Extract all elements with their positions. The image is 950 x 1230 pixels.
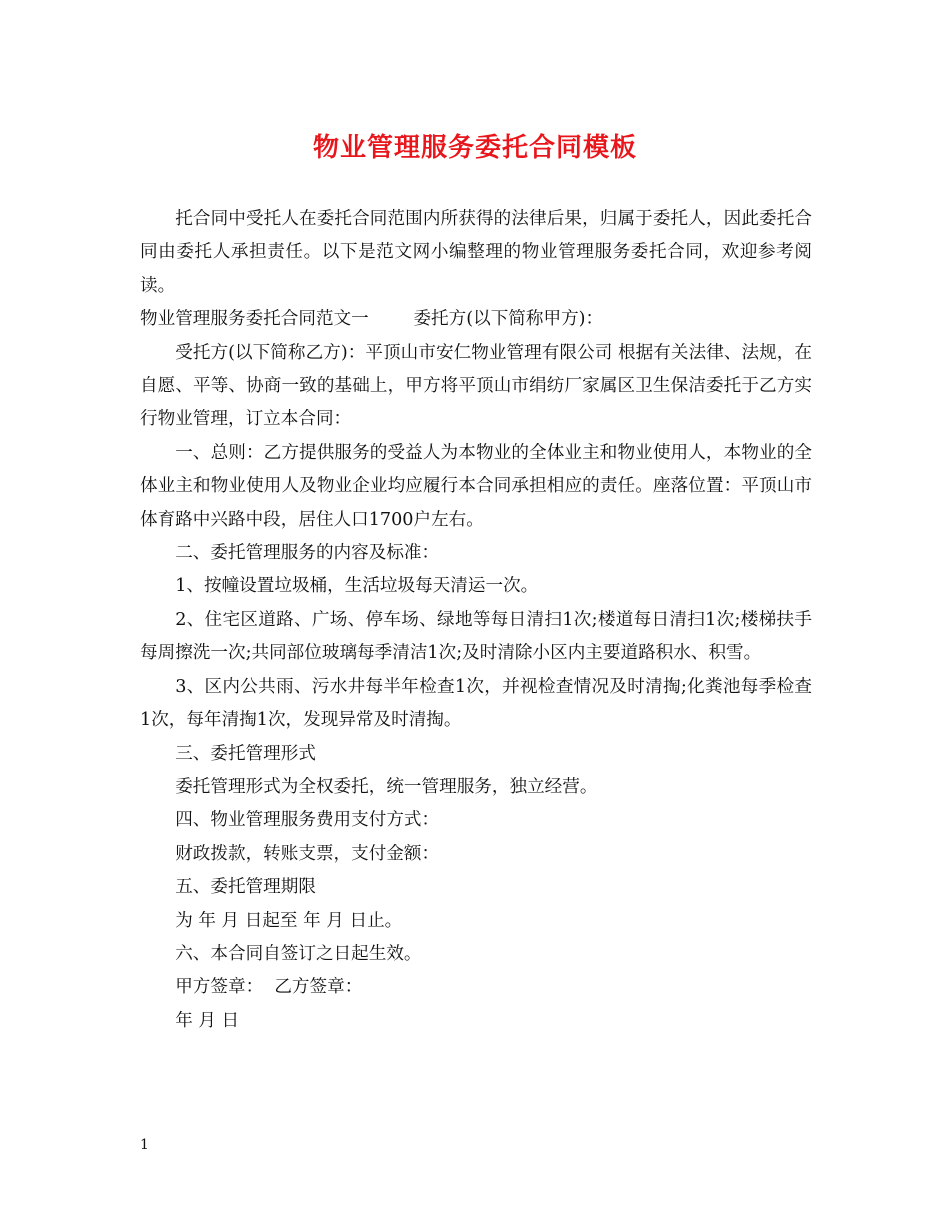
management-form-heading: 三、委托管理形式 xyxy=(175,743,316,764)
trustee-paragraph: 受托方(以下简称乙方)：平顶山市安仁物业管理有限公司 根据有关法律、法规，在自愿、平等、协商一致的基础上，甲方将平顶山市绢纺厂家属区卫生保洁委托于乙方实行物业管理，订立本合同： xyxy=(140,342,812,430)
general-clause-paragraph: 一、总则：乙方提供服务的受益人为本物业的全体业主和物业使用人，本物业的全体业主和物业使用人及物业企业均应履行本合同承担相应的责任。座落位置：平顶山市体育路中兴路中段，居住人口1700户左右。 xyxy=(140,442,812,530)
document-body xyxy=(140,203,812,1038)
document-title: 物业管理服务委托合同模板 xyxy=(312,133,637,163)
service-item-2: 2、住宅区道路、广场、停车场、绿地等每日清扫1次;楼道每日清扫1次;楼梯扶手每周擦洗一次;共同部位玻璃每季清洁1次;及时清除小区内主要道路积水、积雪。 xyxy=(140,609,812,664)
sample-heading-line: 物业管理服务委托合同范文一 委托方(以下简称甲方)： xyxy=(140,309,604,330)
term-heading: 五、委托管理期限 xyxy=(175,877,316,898)
service-item-3: 3、区内公共雨、污水井每半年检查1次，并视检查情况及时清掏;化粪池每季检查1次，每年清掏1次，发现异常及时清掏。 xyxy=(140,676,812,731)
service-content-heading: 二、委托管理服务的内容及标准： xyxy=(175,543,440,564)
date-line: 年 月 日 xyxy=(175,1010,240,1031)
signature-line: 甲方签章： 乙方签章： xyxy=(175,977,363,998)
service-item-1: 1、按幢设置垃圾桶，生活垃圾每天清运一次。 xyxy=(175,576,539,597)
intro-paragraph: 托合同中受托人在委托合同范围内所获得的法律后果，归属于委托人，因此委托合同由委托人承担责任。以下是范文网小编整理的物业管理服务委托合同，欢迎参考阅读。 xyxy=(140,209,812,296)
fee-payment-text: 财政拨款，转账支票，支付金额： xyxy=(175,843,440,864)
page-number: 1 xyxy=(140,1137,149,1153)
management-form-text: 委托管理形式为全权委托，统一管理服务，独立经营。 xyxy=(175,776,598,797)
fee-payment-heading: 四、物业管理服务费用支付方式： xyxy=(175,810,440,831)
effective-clause: 六、本合同自签订之日起生效。 xyxy=(175,943,422,964)
term-text: 为 年 月 日起至 年 月 日止。 xyxy=(175,910,403,931)
